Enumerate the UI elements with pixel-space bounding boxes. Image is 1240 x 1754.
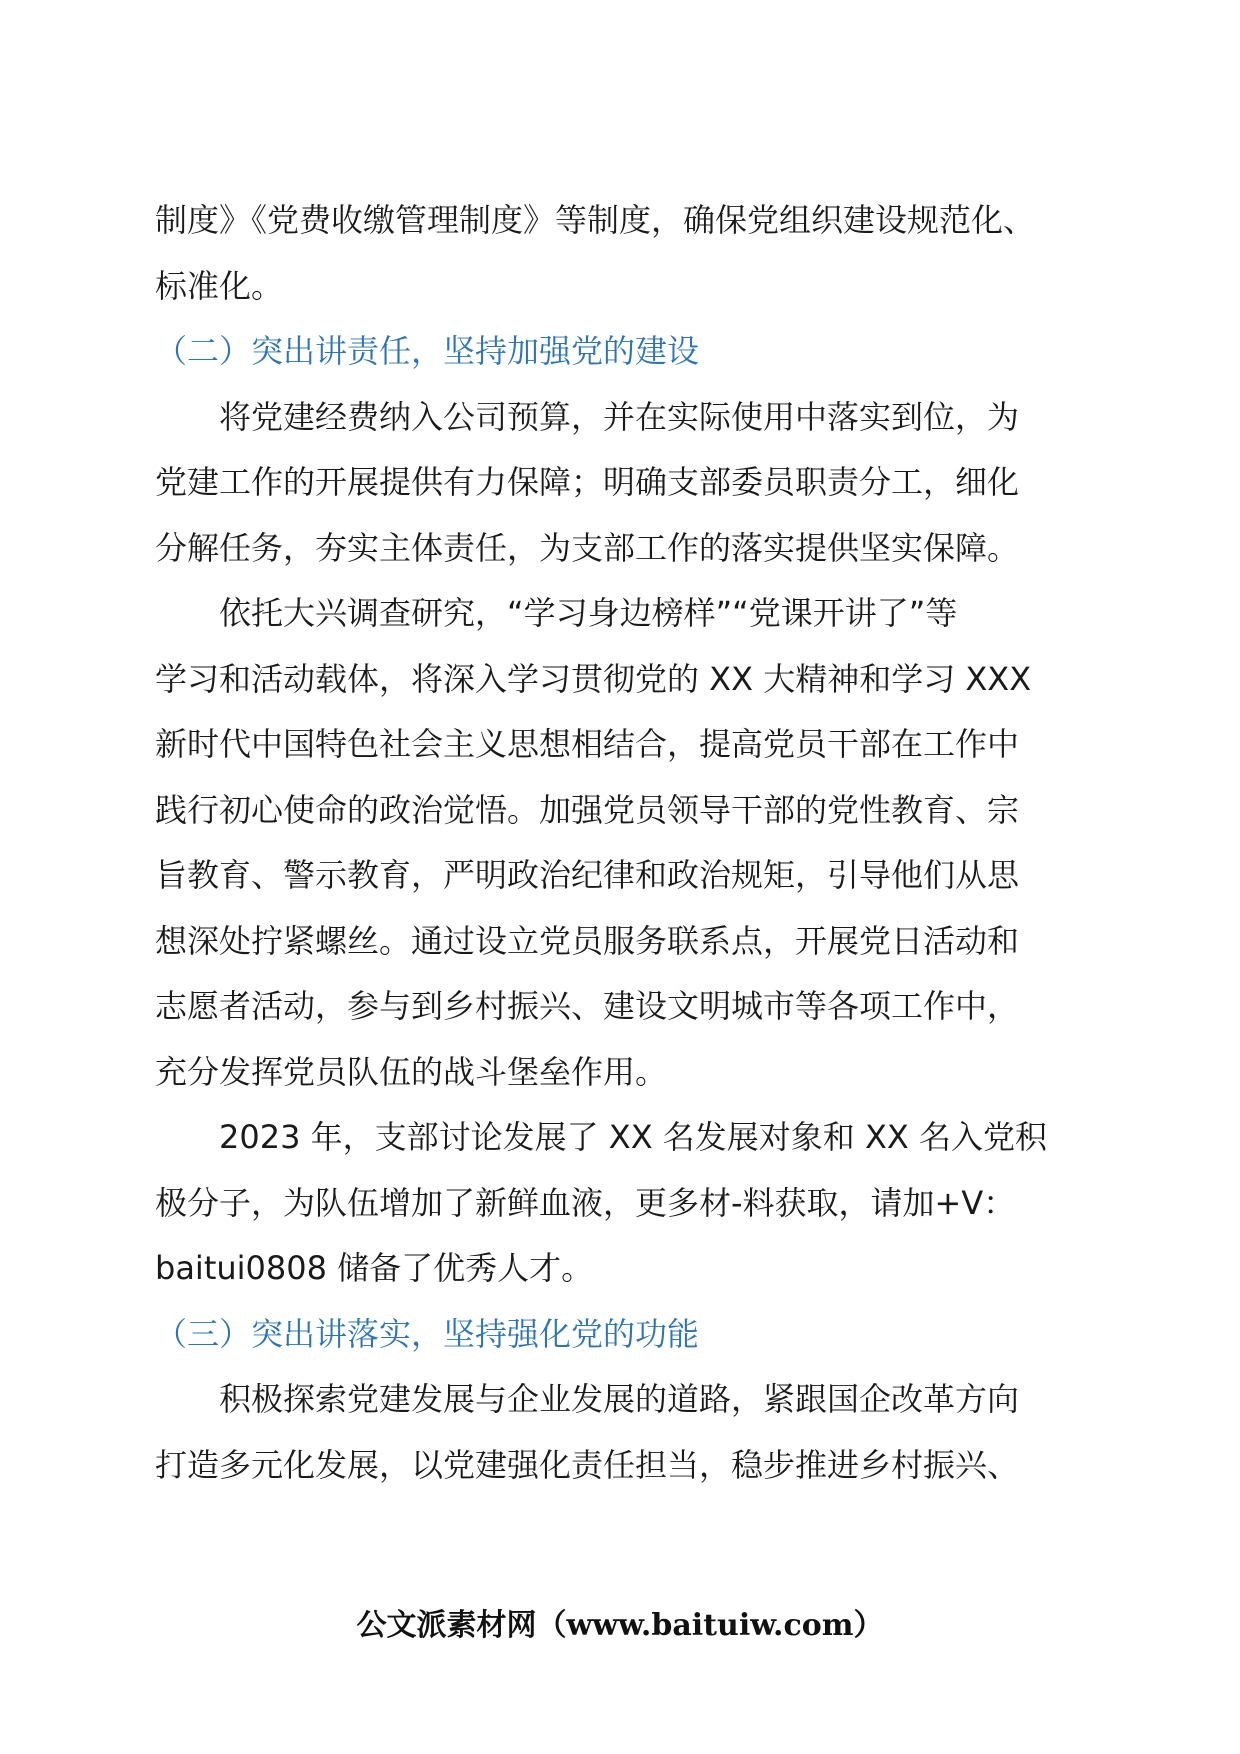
body-line: 新时代中国特色社会主义思想相结合，提高党员干部在工作中	[155, 725, 1020, 763]
footer-watermark: 公文派素材网（www.baituiw.com）	[356, 1608, 884, 1643]
body-line: baitui0808 储备了优秀人才。	[155, 1249, 594, 1287]
body-line: 充分发挥党员队伍的战斗堡垒作用。	[155, 1052, 668, 1091]
section-heading-3: （三）突出讲落实，坚持强化党的功能	[155, 1314, 700, 1353]
body-line: 志愿者活动，参与到乡村振兴、建设文明城市等各项工作中，	[155, 987, 1020, 1025]
paragraph-start-line: 将党建经费纳入公司预算，并在实际使用中落实到位，为	[219, 397, 1020, 436]
body-line: 践行初心使命的政治觉悟。加强党员领导干部的党性教育、宗	[155, 790, 1020, 829]
body-line: 制度》《党费收缴管理制度》等制度，确保党组织建设规范化、	[155, 201, 1036, 239]
body-line: 打造多元化发展，以党建强化责任担当，稳步推进乡村振兴、	[155, 1445, 1020, 1484]
body-line: 想深处拧紧螺丝。通过设立党员服务联系点，开展党日活动和	[155, 921, 1020, 960]
paragraph-start-line: 积极探索党建发展与企业发展的道路，紧跟国企改革方向	[219, 1380, 1020, 1418]
body-line: 分解任务，夯实主体责任，为支部工作的落实提供坚实保障。	[155, 528, 1020, 567]
body-line: 标准化。	[155, 266, 284, 305]
paragraph-start-line: 2023 年，支部讨论发展了 XX 名发展对象和 XX 名入党积	[219, 1118, 1047, 1156]
body-line: 极分子，为队伍增加了新鲜血液，更多材-料获取，请加+V：	[155, 1183, 1016, 1222]
body-line: 学习和活动载体，将深入学习贯彻党的 XX 大精神和学习 XXX	[155, 659, 1032, 698]
body-line: 党建工作的开展提供有力保障；明确支部委员职责分工，细化	[155, 463, 1020, 501]
paragraph-start-line: 依托大兴调查研究，“学习身边榜样”“党课开讲了”等	[219, 594, 958, 632]
document-body	[155, 188, 1095, 1498]
body-line: 旨教育、警示教育，严明政治纪律和政治规矩，引导他们从思	[155, 856, 1020, 894]
section-heading-2: （二）突出讲责任，坚持加强党的建设	[155, 332, 700, 370]
